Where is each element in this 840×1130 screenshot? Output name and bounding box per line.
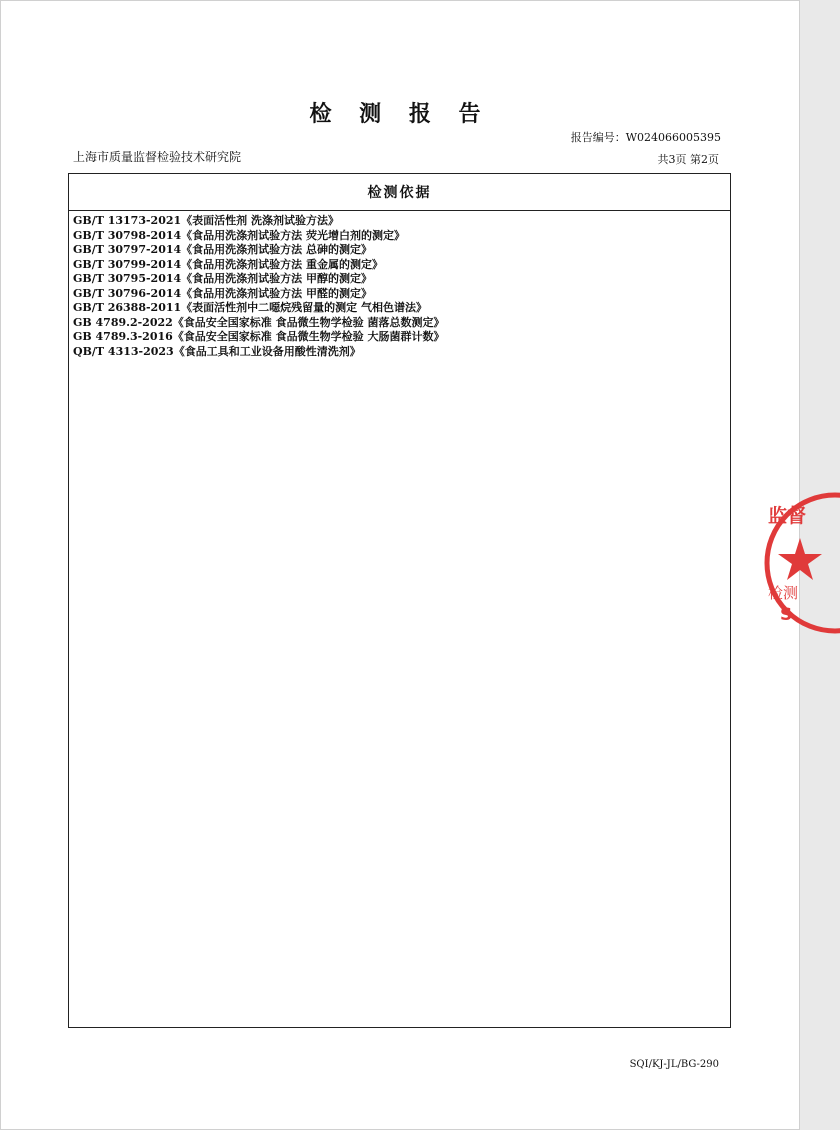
official-seal-stamp [760,488,840,638]
standard-item: GB/T 30798-2014《食品用洗涤剂试验方法 荧光增白剂的测定》 [73,228,406,242]
report-number: 报告编号：W024066005395 [570,131,721,144]
standard-item: QB/T 4313-2023《食品工具和工业设备用酸性清洗剂》 [73,344,361,358]
standard-item: GB 4789.3-2016《食品安全国家标准 食品微生物学检验 大肠菌群计数》 [73,330,445,343]
footer-code: SQI/KJ-JL/BG-290 [629,1059,719,1070]
standard-item: GB/T 26388-2011《表面活性剂中二噁烷残留量的测定 气相色谱法》 [73,301,428,314]
standard-item: GB 4789.2-2022《食品安全国家标准 食品微生物学检验 菌落总数测定》 [73,315,445,329]
seal-text-letter: S [780,605,793,625]
standard-item: GB/T 30796-2014《食品用洗涤剂试验方法 甲醛的测定》 [73,286,373,300]
seal-text-top: 监督 [768,505,807,527]
page-count: 共3页 第2页 [657,153,719,166]
standard-item: GB/T 13173-2021《表面活性剂 洗涤剂试验方法》 [73,214,340,227]
standard-item: GB/T 30795-2014《食品用洗涤剂试验方法 甲醇的测定》 [73,272,373,285]
standard-item: GB/T 30799-2014《食品用洗涤剂试验方法 重金属的测定》 [73,257,384,271]
report-title: 检 测 报 告 [309,101,491,127]
standard-item: GB/T 30797-2014《食品用洗涤剂试验方法 总砷的测定》 [73,243,373,256]
institute-name: 上海市质量监督检验技术研究院 [73,150,242,164]
section-title: 检测依据 [69,174,730,211]
seal-star [778,538,822,580]
standards-list [69,211,730,359]
seal-text-bottom: 检测 [768,584,799,602]
basis-table [68,173,731,1028]
